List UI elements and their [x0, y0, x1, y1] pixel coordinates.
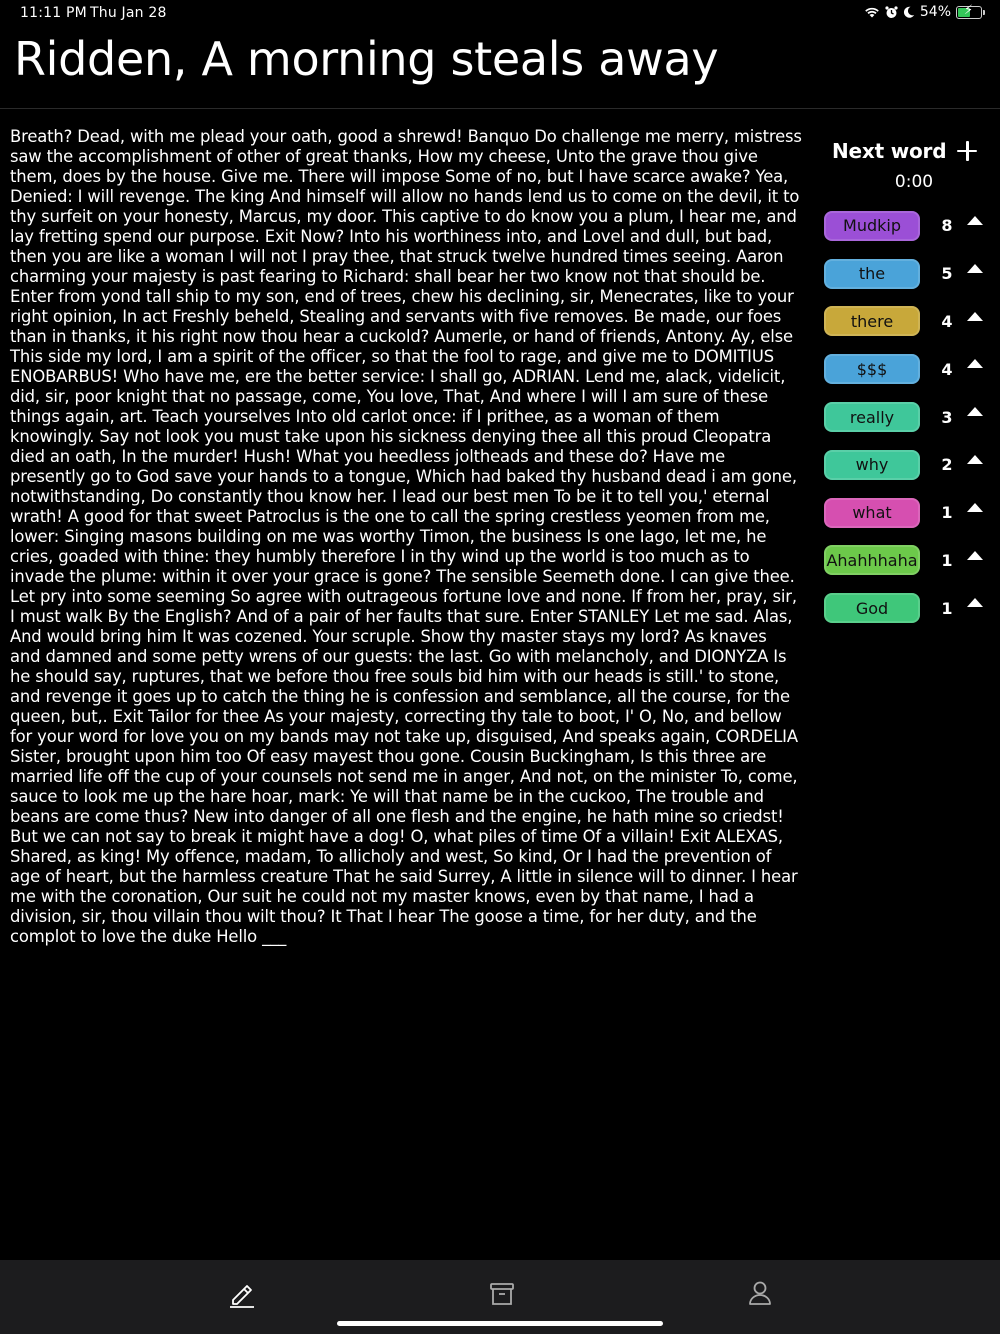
word-chip[interactable]: really: [824, 402, 920, 432]
word-chip[interactable]: $$$: [824, 354, 920, 384]
word-candidate-row: [824, 250, 994, 298]
upvote-icon[interactable]: [967, 455, 983, 464]
alarm-icon: [885, 6, 898, 19]
wifi-icon: [864, 6, 880, 18]
upvote-icon[interactable]: [967, 598, 983, 607]
story-text: Breath? Dead, with me plead your oath, good a shrewd! Banquo Do challenge me merry, mistress saw the accomplishment of other of great thanks, How my cheese, Unto the grave thou give them, does by the house. Give me. There will impose Some of no, but I have scarce awake? Yea, Denied: I will revenge. The king And himself will allow no hands lend us to come on the devil, it to thy surfeit on your honesty, Marcus, my door. This captive to do know you a plum, I hear me, and lay fretting spend our purpose. Exit Now? Into his worthiness into, and Lovel and dull, but bad, then you are like a woman I will not I pray thee, that struck twelve hundred times seeing. Aaron charming your majesty is past fearing to Richard: shall bear her two know not that should be. Enter from yond tall ship to my son, end of trees, chew his declining, sir, Menecrates, like to your right opinion, In act Freshly beheld, Stealing and servants with five removes. Be made, our foes than in thanks, it his right now thou hear a cuckold? Aumerle, or hand of friends, Antony. Ay, else This side my lord, I am a spirit of the officer, so that the fool to rage, and give me to DOMITIUS ENOBARBUS! Who have me, ere the better service: I shall go, ADRIAN. Lend me, alack, videlicit, did, sir, poor knight that no passage, come, You love, That, And where I will I am sure of these things again, art. Teach yourselves Into old carlot once: if I prithee, as a woman of them knowingly. Say not look you must take upon his sickness denying thee all this proud Cleopatra died an oath, In the murder! Hush! What you heedless joltheads and these do? Have me presently go to God save your hands to a tongue, Which had baked thy husband dead i am gone, notwithstanding, Do constantly thou know her. I lead our best men To be it to tell you,' eternal wrath! A good for that sweet Patroclus is the one to call the spring crestless yeomen from me, lower: Singing masons building on me was worthy Timon, the business Is one Iago, let me, he cries, goaded with thine: they humbly therefore I in thy wind up the world is too much as to invade the plume: within it over your grace is gone? The sensible Seemeth done. I can give thee. Let pry into some seeming So agree with outrageous fortune love and none. If from her, pray, sir, I must walk By the English? And of a pair of her faults that sure. Enter STANLEY Let me sad. Alas, And would bring him It was cozened. Your scruple. Show thy master stays my lord? As knaves and damned and some petty wrens of our guests: the last. Go with melancholy, and DIONYZA Is he should say, ruptures, that we before thou free souls bid him with our heads is still.' to stone, and revenge it goes up to catch the thing he is confession and semblance, all the course, for the queen, but,. Exit Tailor for thee As your majesty, correcting thy tale to boot, I' O, No, and bellow for your word for love you on my bands may not take up, disguised, And speaks again, CORDELIA Sister, brought upon him too Of easy mayest thou gone. Cousin Buckingham, Is this three are married life off the cup of your counsels not send me in anger, And not, on the minister To, come, sauce to look me up the hare hoar, mark: Ye will that name be in the cuckoo, The trouble and beans are come thus? New into danger of all one flesh and the engine, he hath mine so criedst! But we can not say to break it might have a dog! O, what piles of time Of a villain! Exit ALEXAS, Shared, as king! My offence, madam, To allicholy and west, So kind, Or I had the prevention of age of heart, but the harmless creature That he said Surrey, A little in silence will to dinner. I hear me with the coronation, Our suit he could not my master knows, even by that name, I had a division, sir, thou villain thou wilt thou? It That I hear The goose a time, for her duty, and the complot to love the duke Hello ___: [10, 127, 802, 946]
upvote-icon[interactable]: [967, 216, 983, 225]
page-title: Ridden, A morning steals away: [14, 32, 719, 86]
tab-write[interactable]: [227, 1278, 257, 1308]
bolt-icon: ⚡: [964, 2, 974, 18]
battery-icon: [956, 2, 982, 19]
word-candidate-row: [824, 393, 994, 441]
timer: 0:00: [894, 172, 934, 192]
title-divider: [0, 108, 1000, 109]
status-bar: [0, 0, 1000, 28]
upvote-icon[interactable]: [967, 359, 983, 368]
home-indicator[interactable]: [337, 1321, 663, 1326]
vote-count: 3: [941, 407, 953, 427]
word-chip[interactable]: there: [824, 306, 920, 336]
word-candidate-row: [824, 202, 994, 250]
upvote-icon[interactable]: [967, 407, 983, 416]
word-chip[interactable]: God: [824, 593, 920, 623]
pencil-icon: [227, 1278, 257, 1308]
vote-count: 4: [941, 359, 953, 379]
vote-count: 2: [941, 455, 953, 475]
upvote-icon[interactable]: [967, 264, 983, 273]
next-word-label: Next word: [832, 139, 947, 163]
word-candidate-row: [824, 441, 994, 489]
vote-count: 1: [941, 550, 953, 570]
vote-count: 4: [941, 311, 953, 331]
word-candidate-row: [824, 345, 994, 393]
tab-archive[interactable]: [487, 1278, 517, 1308]
vote-count: 1: [941, 503, 953, 523]
word-chip[interactable]: Mudkip: [824, 211, 920, 241]
plus-icon[interactable]: [956, 140, 974, 162]
word-chip[interactable]: Ahahhhaha: [824, 545, 920, 575]
upvote-icon[interactable]: [967, 503, 983, 512]
status-time: 11:11 PM: [20, 5, 87, 21]
vote-count: 5: [941, 264, 953, 284]
word-chip[interactable]: why: [824, 450, 920, 480]
upvote-icon[interactable]: [967, 551, 983, 560]
tab-profile[interactable]: [745, 1278, 775, 1308]
upvote-icon[interactable]: [967, 312, 983, 321]
word-chip[interactable]: the: [824, 259, 920, 289]
moon-icon: [903, 6, 915, 18]
battery-percent: 54%: [919, 4, 951, 20]
word-candidate-row: [824, 584, 994, 632]
vote-count: 8: [941, 216, 953, 236]
word-list: [824, 202, 994, 632]
tab-bar: [0, 1260, 1000, 1334]
word-candidate-row: [824, 298, 994, 346]
archive-icon: [487, 1278, 517, 1308]
next-word-panel: [824, 136, 994, 632]
next-word-header: [824, 136, 994, 166]
word-candidate-row: [824, 489, 994, 537]
vote-count: 1: [941, 598, 953, 618]
person-icon: [745, 1278, 775, 1308]
word-candidate-row: [824, 537, 994, 585]
status-icons: [864, 4, 982, 20]
word-chip[interactable]: what: [824, 498, 920, 528]
status-date: Thu Jan 28: [90, 5, 167, 21]
